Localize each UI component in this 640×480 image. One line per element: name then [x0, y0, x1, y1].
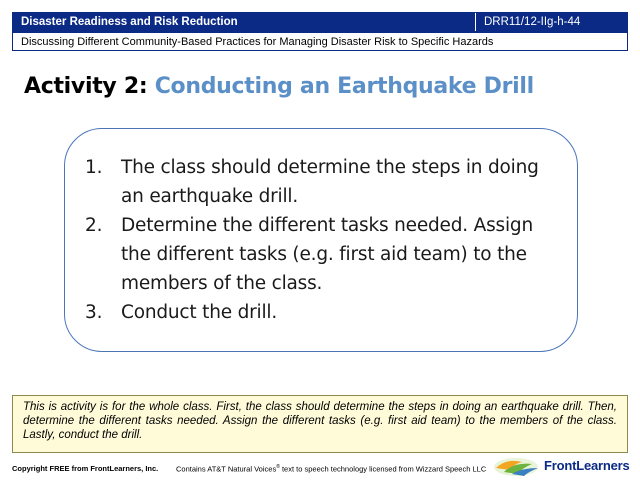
step-number: 3. — [85, 302, 103, 323]
title-main: Conducting an Earthquake Drill — [154, 74, 534, 99]
title-prefix: Activity 2: — [24, 74, 148, 99]
narration-note: This is activity is for the whole class. First, the class should determine the steps in doing an earthquake drill. Then, determine the different tasks needed. Assign the different tasks (e.g. first aid team) to the members of the class. Lastly, conduct the drill. — [12, 395, 628, 453]
header-bar — [12, 12, 628, 32]
step-item — [85, 298, 565, 327]
copyright-text: Copyright FREE from FrontLearners, Inc. — [12, 464, 159, 473]
voices-credit: Contains AT&T Natural Voices® text to speech technology licensed from Wizzard Speech LLC — [176, 464, 487, 474]
step-text: Determine the different tasks needed. Assign the different tasks (e.g. first aid team) to the members of the class. — [121, 215, 533, 294]
frontlearners-logo-icon — [492, 454, 540, 478]
page-title — [24, 74, 534, 99]
step-item — [85, 153, 565, 211]
brand-name: FrontLearners — [544, 458, 630, 473]
step-number: 2. — [85, 215, 103, 236]
course-title: Disaster Readiness and Risk Reduction — [21, 16, 238, 28]
step-text: The class should determine the steps in doing an earthquake drill. — [121, 157, 539, 207]
steps-card — [64, 128, 578, 352]
steps-list — [85, 153, 565, 327]
lesson-code-box — [475, 13, 627, 31]
step-text: Conduct the drill. — [121, 302, 278, 323]
lesson-code: DRR11/12-IIg-h-44 — [484, 16, 581, 28]
header-subtitle-bar — [12, 32, 628, 51]
frontlearners-logo — [492, 454, 632, 478]
step-number: 1. — [85, 157, 103, 178]
lesson-subtitle: Discussing Different Community-Based Practices for Managing Disaster Risk to Specific Hazards — [21, 36, 494, 48]
step-item — [85, 211, 565, 298]
